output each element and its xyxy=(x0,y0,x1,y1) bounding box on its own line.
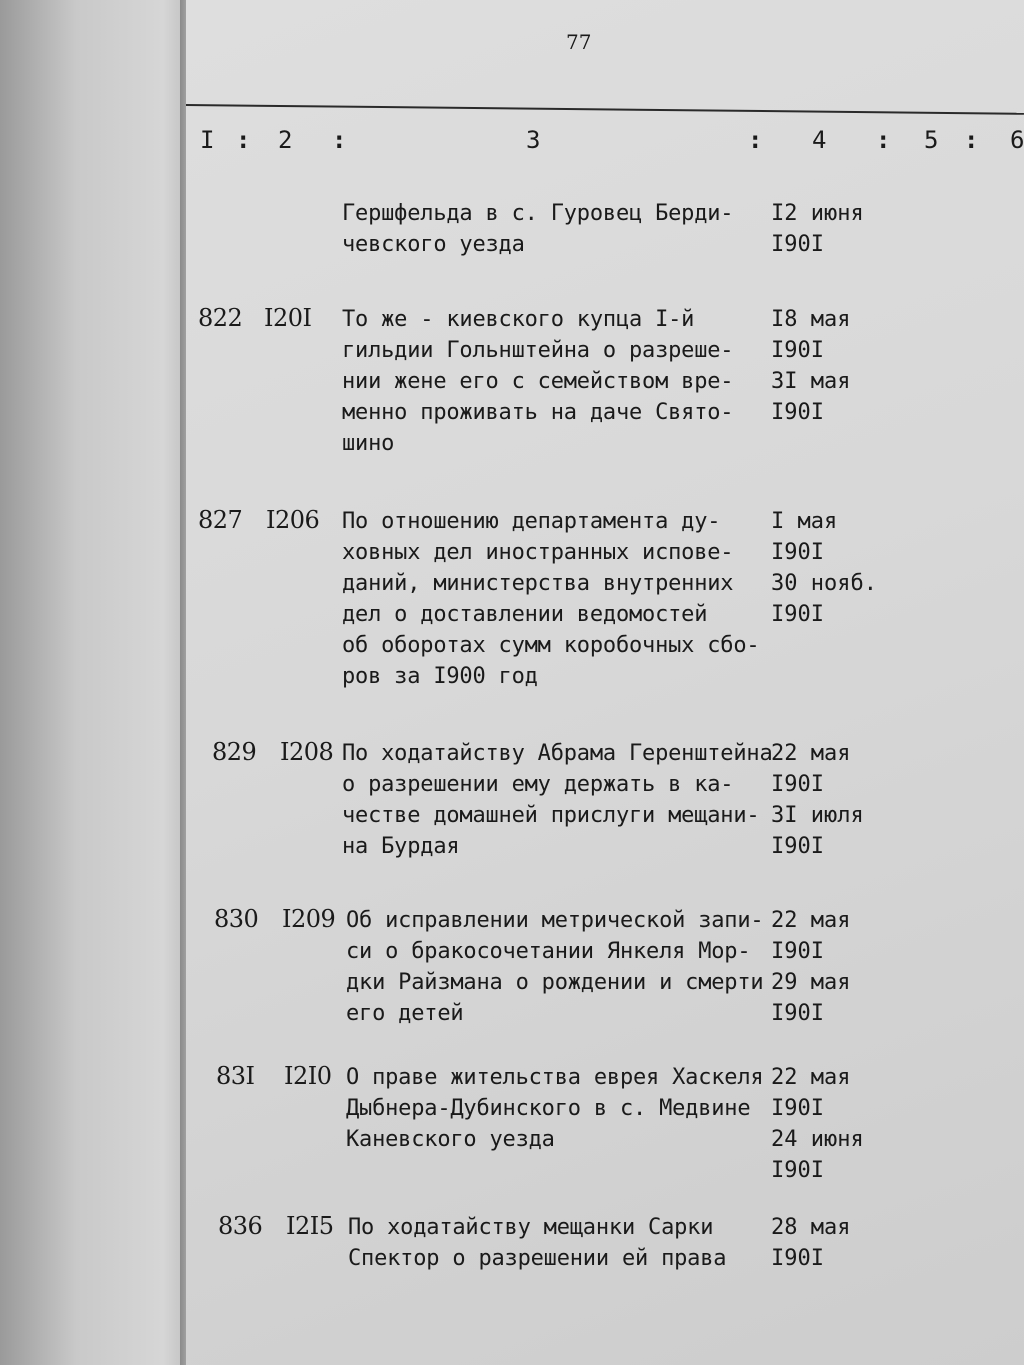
column-header-2: 2 xyxy=(278,126,293,154)
entry-number: 829 xyxy=(212,738,257,766)
description-line: То же - киевского купца I-й xyxy=(342,307,695,332)
date-line: 3I июля xyxy=(771,803,864,828)
entry-number: 827 xyxy=(198,506,243,534)
description-line: честве домашней прислуги мещани- xyxy=(342,803,760,828)
date-line: 30 нояб. xyxy=(771,571,877,596)
date-line: I90I xyxy=(771,232,824,257)
date-line: I90I xyxy=(771,772,824,797)
description-line: гильдии Гольнштейна о разреше- xyxy=(342,338,734,363)
description-line: об оборотах сумм коробочных сбо- xyxy=(342,633,760,658)
facing-page xyxy=(0,0,192,1365)
entry-dates xyxy=(771,198,881,260)
date-line: I90I xyxy=(771,338,824,363)
date-line: I2 июня xyxy=(771,201,864,226)
document-page xyxy=(186,0,1024,1365)
description-line: дки Райзмана о рождении и смерти xyxy=(346,970,764,995)
description-line: чевского уезда xyxy=(342,232,525,257)
date-line: I мая xyxy=(771,509,838,534)
date-line: 29 мая xyxy=(771,970,851,995)
page-number: 77 xyxy=(566,30,592,54)
description-line: ров за I900 год xyxy=(342,664,538,689)
entry-dates xyxy=(771,1062,881,1186)
description-line: По отношению департамента ду- xyxy=(342,509,721,534)
entry-description xyxy=(342,506,782,692)
column-separator: : xyxy=(236,126,251,154)
entry-dates xyxy=(771,1212,881,1274)
date-line: 28 мая xyxy=(771,1215,851,1240)
entry-dates xyxy=(771,506,881,630)
column-separator: : xyxy=(748,126,763,154)
entry-description xyxy=(346,905,786,1029)
date-line: I90I xyxy=(771,1246,824,1271)
description-line: о разрешении ему держать в ка- xyxy=(342,772,734,797)
description-line: Спектор о разрешении ей права xyxy=(348,1246,727,1271)
date-line: 22 мая xyxy=(771,741,851,766)
file-number: I20I xyxy=(264,304,312,332)
date-line: 3I мая xyxy=(771,369,851,394)
column-header-3: 3 xyxy=(526,126,541,154)
entry-description xyxy=(342,198,782,260)
date-line: I8 мая xyxy=(771,307,851,332)
date-line: I90I xyxy=(771,602,824,627)
date-line: I90I xyxy=(771,834,824,859)
column-header-6: 6 xyxy=(1010,126,1024,154)
file-number: I2I5 xyxy=(286,1212,334,1240)
file-number: I206 xyxy=(266,506,320,534)
description-line: на Бурдая xyxy=(342,834,460,859)
description-line: дел о доставлении ведомостей xyxy=(342,602,708,627)
description-line: нии жене его с семейством вре- xyxy=(342,369,734,394)
date-line: I90I xyxy=(771,1158,824,1183)
description-line: По ходатайству Абрама Геренштейна xyxy=(342,741,773,766)
file-number: I208 xyxy=(280,738,334,766)
column-header-5: 5 xyxy=(924,126,939,154)
date-line: 24 июня xyxy=(771,1127,864,1152)
column-header-1: I xyxy=(200,126,215,154)
date-line: I90I xyxy=(771,540,824,565)
entry-number: 836 xyxy=(218,1212,263,1240)
column-separator: : xyxy=(964,126,979,154)
file-number: I209 xyxy=(282,905,336,933)
description-line: Каневского уезда xyxy=(346,1127,555,1152)
entry-dates xyxy=(771,905,881,1029)
column-header-4: 4 xyxy=(812,126,827,154)
date-line: I90I xyxy=(771,939,824,964)
description-line: менно проживать на даче Свято- xyxy=(342,400,734,425)
description-line: его детей xyxy=(346,1001,464,1026)
description-line: По ходатайству мещанки Сарки xyxy=(348,1215,714,1240)
date-line: 22 мая xyxy=(771,908,851,933)
entry-description xyxy=(348,1212,788,1274)
entry-dates xyxy=(771,304,881,428)
entry-number: 822 xyxy=(198,304,243,332)
entry-description xyxy=(342,304,782,459)
date-line: I90I xyxy=(771,400,824,425)
entry-description xyxy=(342,738,782,862)
description-line: Дыбнера-Дубинского в с. Медвине xyxy=(346,1096,751,1121)
description-line: Об исправлении метрической запи- xyxy=(346,908,764,933)
file-number: I2I0 xyxy=(284,1062,332,1090)
column-separator: : xyxy=(876,126,891,154)
entry-description xyxy=(346,1062,786,1155)
date-line: 22 мая xyxy=(771,1065,851,1090)
date-line: I90I xyxy=(771,1096,824,1121)
description-line: шино xyxy=(342,431,395,456)
description-line: ховных дел иностранных испове- xyxy=(342,540,734,565)
entry-number: 830 xyxy=(214,905,259,933)
description-line: О праве жительства еврея Хаскеля xyxy=(346,1065,764,1090)
description-line: Гершфельда в с. Гуровец Берди- xyxy=(342,201,734,226)
column-separator: : xyxy=(332,126,347,154)
date-line: I90I xyxy=(771,1001,824,1026)
entry-number: 83I xyxy=(216,1062,255,1090)
entry-dates xyxy=(771,738,881,862)
description-line: си о бракосочетании Янкеля Мор- xyxy=(346,939,751,964)
description-line: даний, министерства внутренних xyxy=(342,571,734,596)
header-rule xyxy=(186,104,1024,115)
